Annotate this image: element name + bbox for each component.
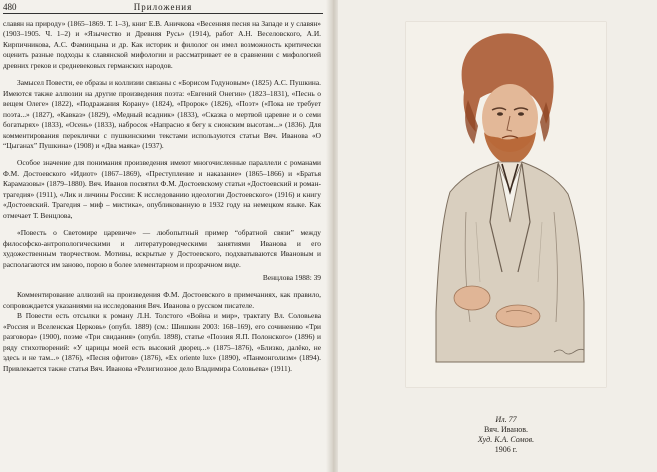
paragraph-tolstoy-solovyov: В Повести есть отсылки к роману Л.Н. Толстого «Война и мир», трактату Вл. Соловьева «Россия и Вселенская Церковь» (опубл. 1889) (см.: Шишкин 2003: 168–169), его сочинению «Три разговора» (1900), поэме «Три свидания» (опубл. 1898), статье «Поэзия Я.П. Полонского» (1896) и ряду стихотворений: «У царицы моей есть высокий дворец...» (1875–1876), «Близко, далёко, не здесь и не там...» (1876), «Песня офитов» (1876), «Ex oriente lux» (1890), «Панмонголизм» (1894). Привлекается также статья Вяч. Иванова «Религиозное дело Владимира Соловьева» (1911). xyxy=(3,311,321,373)
body-text xyxy=(3,19,321,374)
caption-year: 1906 г. xyxy=(494,445,518,454)
caption-illustration-number: Ил. 77 xyxy=(495,415,517,424)
page-header xyxy=(3,2,323,14)
block-quote: «Повесть о Светомире царевиче» — любопытный пример “обратной связи” между философско-антропологическими и литературоведческими занятиями Иванова и его художественным творчеством. Мотивы, вскрытые у Достоевского, подхватываются Ивановым и располагаются им заново, порою в более элементарном и прозрачном виде. xyxy=(3,228,321,269)
portrait-drawing xyxy=(406,22,606,387)
running-head: Приложения xyxy=(133,2,193,12)
caption-artist: Худ. К.А. Сомов. xyxy=(477,435,535,444)
paragraph-dostoevsky: Особое значение для понимания произведения имеют многочисленные параллели с романами Ф.М. Достоевского «Идиот» (1867–1869), «Преступление и наказание» (1865–1866) и «Братья Карамазовы» (1879–1880). Вяч. Иванов посвятил Ф.М. Достоевскому статьи «Достоевский и роман-трагедия» (1911), «Лик и личины России: К исследованию идеологии Достоевского» (1916) и книгу «Достоевский. Трагедия – миф – мистика», опубликованную в 1932 году на немецком языке. Как отмечает Т. Венцлова, xyxy=(3,158,321,220)
caption-subject: Вяч. Иванов. xyxy=(483,425,529,434)
paragraph-allusions: Комментирование аллюзий на произведения Ф.М. Достоевского в примечаниях, как правило, сопровождается указаниями на исследования Вяч. Иванова о русском писателе. xyxy=(3,290,321,310)
portrait-illustration xyxy=(406,22,606,387)
quote-source: Венцлова 1988: 39 xyxy=(262,272,321,282)
paragraph-pushkin: Замысел Повести, ее образы и коллизии связаны с «Борисом Годуновым» (1825) А.С. Пушкина. Имеются также аллюзии на другие произведения поэта: «Евгений Онегин» (1823–1831), «Песнь о вещем Олеге» (1822), «Подражания Корану» (1824), «Пророк» (1826), «Поэт» («Пока не требует поэта...» (1827), «Кавказ» (1829), «Медный всадник» (1833), «Сказка о мертвой царевне и о семи богатырях» (1833), «Осень» (1833), набросок «Напрасно я бегу к сионским высотам...» (1836). Для комментирования переклички с пушкинскими текстами используются статьи Вяч. Иванова «О “Цыганах” Пушкина» (1908) и «Два маяка» (1937). xyxy=(3,78,321,150)
page-number: 480 xyxy=(3,2,17,12)
figure-caption xyxy=(406,415,606,455)
paragraph-mythology: славян на природу» (1865–1869. Т. 1–3), книг Е.В. Аничкова «Весенняя песня на Западе и у славян» (1903–1905. Ч. 1–2) и «Язычество и Древняя Русь» (1914), работ А.Н. Веселовского, А.И. Кирпичникова, А.С. Фаминцына и др. Как историк и филолог он имел возможность критически оценить разные подходы к славянской мифологии и рассматривает ее в сравнении с мифологией древних греков и средневековых германских народов. xyxy=(3,19,321,70)
